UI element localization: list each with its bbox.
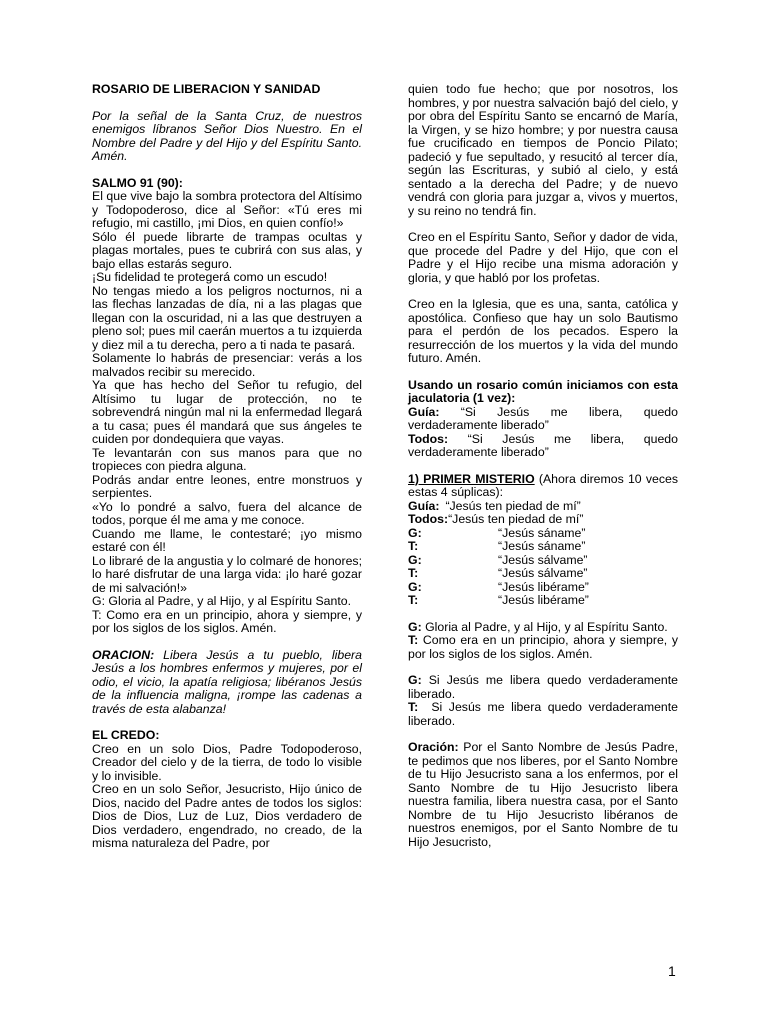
psalm-verse: Lo libraré de la angustia y lo colmaré de honores; lo haré disfrutar de una larga vida: ¡lo haré gozar de mi salvación!» [92,553,362,595]
guide-label: G: [408,619,422,634]
creed-paragraph: Creo en un solo Señor, Jesucristo, Hijo único de Dios, nacido del Padre antes de todos los siglos: Dios de Dios, Luz de Luz, Dios verdadero de Dios verdadero, engendrado, no creado, de la misma naturaleza del Padre, por [92,782,362,850]
mystery-instructions: (Ahora diremos 10 veces estas 4 súplicas): [408,471,678,499]
liberation-all-line [408,700,682,728]
closing-prayer [408,741,678,849]
creed-paragraph: Creo en un solo Dios, Padre Todopoderoso, Creador del cielo y de la tierra, de todo lo visible y lo invisible. [92,741,362,783]
psalm-como-era: T: Como era en un principio, ahora y siempre, y por los siglos de los siglos. Amén. [92,607,362,635]
supplication-text: “Jesús sálvame” [498,552,588,567]
first-mystery-heading [408,473,678,500]
supplication-speaker: Guía: [408,498,440,513]
supplication-text: “Jesús ten piedad de mí” [445,498,581,513]
supplication-text: “Jesús sáname” [498,525,586,540]
psalm-verse: Sólo él puede librarte de trampas ocultas y plagas mortales, pues te cubrirá con sus alas, y bajo ellas estarás seguro. [92,229,362,271]
liberation-text: Si Jesús me libera quedo verdaderamente liberado. [408,673,678,701]
supplication-speaker: G: [408,552,422,567]
all-text: “Si Jesús me libera, quedo verdaderamente liberado” [408,431,678,459]
psalm-verse: «Yo lo pondré a salvo, fuera del alcance de todos, porque él me ama y me conoce. [92,499,362,527]
mystery-title: 1) PRIMER MISTERIO [408,471,535,486]
right-column [408,82,682,849]
guide-label: G: [408,673,422,687]
liberation-guide-line [408,674,678,701]
sign-of-cross-prayer: Por la señal de la Santa Cruz, de nuestros enemigos líbranos Señor Dios Nuestro. En el Nombre del Padre y del Hijo y del Espíritu Santo. Amén. [92,108,362,163]
gloria-text: Gloria al Padre, y al Hijo, y al Espíritu Santo. [421,619,668,634]
gloria-guide-line [408,621,678,635]
psalm-verse: ¡Su fidelidad te protegerá como un escudo! [92,270,328,284]
creed-paragraph: Creo en la Iglesia, que es una, santa, católica y apostólica. Confieso que hay un solo Bautismo para el perdón de los pecados. Espero la resurrección de los muertos y la vida del mundo futuro. Amén. [408,297,678,365]
supplication-row [408,567,678,581]
prayer-text: Libera Jesús a tu pueblo, libera Jesús a los hombres enfermos y mujeres, por el odio, el vicio, la apatía religiosa; libéranos Jesús de la influencia maligna, ¡rompe las cadenas a través de esta alabanza! [92,647,362,716]
psalm-verse: Ya que has hecho del Señor tu refugio, del Altísimo tu lugar de protección, no te sobrevendrá ningún mal ni la enfermedad llegará a tu casa; pues él mandará que sus ángeles te cuiden por dondequiera que vayas. [92,378,362,446]
supplication-row [408,594,678,608]
supplication-text: “Jesús libérame” [498,579,589,594]
supplication-text: “Jesús libérame” [498,593,589,607]
all-label: T: [408,700,419,714]
psalm-verse: Solamente lo habrás de presenciar: verás a los malvados recibir su merecido. [92,351,362,379]
all-label: Todos: [408,431,449,446]
guide-text: “Si Jesús me libera, quedo verdaderamente liberado” [408,404,678,432]
supplication-row [408,527,678,541]
psalm-heading: SALMO 91 (90): [92,175,183,190]
psalm-gloria: G: Gloria al Padre, y al Hijo, y al Espíritu Santo. [92,594,352,608]
psalm-verse: Podrás andar entre leones, entre monstruos y serpientes. [92,472,362,500]
prayer-text: Por el Santo Nombre de Jesús Padre, te pedimos que nos liberes, por el Santo Nombre de tu Hijo Jesucristo sana a los enfermos, por el Santo Nombre de tu Hijo Jesucristo libera nuestra familia, libera nuestra casa, por el Santo Nombre de tu Hijo Jesucristo libéranos de nuestros enemigos, por el Santo Nombre de tu Hijo Jesucristo, [408,740,678,849]
supplication-text: “Jesús ten piedad de mí” [448,512,584,526]
creed-continuation: quien todo fue hecho; que por nosotros, los hombres, y por nuestra salvación bajó del cielo, y por obra del Espíritu Santo se encarnó de María, la Virgen, y se hizo hombre; y por nuestra causa fue crucificado en tiempos de Poncio Pilato; padeció y fue sepultado, y resucitó al tercer día, según las Escrituras, y subió al cielo, y está sentado a la derecha del Padre; y de nuevo vendrá con gloria para juzgar a, vivos y muertos, y su reino no tendrá fin. [408,82,678,218]
psalm-verse: Te levantarán con sus manos para que no tropieces con piedra alguna. [92,445,362,473]
all-label: T: [408,633,419,647]
supplication-text: “Jesús sálvame” [498,566,588,580]
psalm-text [92,190,362,636]
jaculatory-heading: Usando un rosario común iniciamos con esta jaculatoria (1 vez): [408,377,678,405]
prayer-label: ORACION: [92,647,155,662]
document-title: ROSARIO DE LIBERACION Y SANIDAD [92,82,321,96]
supplication-speaker: G: [408,525,422,540]
creed-paragraph: Creo en el Espíritu Santo, Señor y dador de vida, que procede del Padre y del Hijo, que con el Padre y el Hijo recibe una misma adoración y gloria, y que habló por los profetas. [408,230,678,285]
guide-label: Guía: [408,404,440,419]
supplication-speaker: Todos: [408,512,449,526]
left-column [92,83,362,851]
supplication-speaker: T: [408,539,419,553]
como-era-text: Como era en un principio, ahora y siempre, y por los siglos de los siglos. Amén. [408,633,678,661]
creed-heading: EL CREDO: [92,728,160,742]
liberation-text: Si Jesús me libera quedo verdaderamente liberado. [408,700,682,728]
psalm-verse: El que vive bajo la sombra protectora del Altísimo y Todopoderoso, dice al Señor: «Tú eres mi refugio, mi castillo, ¡mi Dios, en quien confío!» [92,189,362,230]
gloria-all-line [408,634,678,661]
liberation-prayer [92,649,362,717]
supplication-text: “Jesús sáname” [498,539,586,553]
supplication-speaker: T: [408,593,419,607]
supplication-speaker: G: [408,579,422,594]
supplication-row [408,581,678,595]
prayer-label: Oración: [408,740,459,754]
psalm-verse: No tengas miedo a los peligros nocturnos, ni a las flechas lanzadas de día, ni a las plagas que llegan con la oscuridad, ni a las que destruyen a pleno sol; pues mil caerán muertos a tu izquierda y diez mil a tu derecha, pero a ti nada te pasará. [92,283,362,352]
jaculatory-all-line [408,433,678,460]
supplication-list [408,500,678,608]
supplication-row [408,554,678,568]
supplication-speaker: T: [408,566,419,580]
supplication-row [408,540,678,554]
psalm-verse: Cuando me llame, le contestaré; ¡yo mismo estaré con él! [92,526,362,554]
supplication-row [408,513,678,527]
page-number: 1 [668,963,676,979]
jaculatory-guide-line [408,406,678,433]
supplication-row [408,500,678,514]
